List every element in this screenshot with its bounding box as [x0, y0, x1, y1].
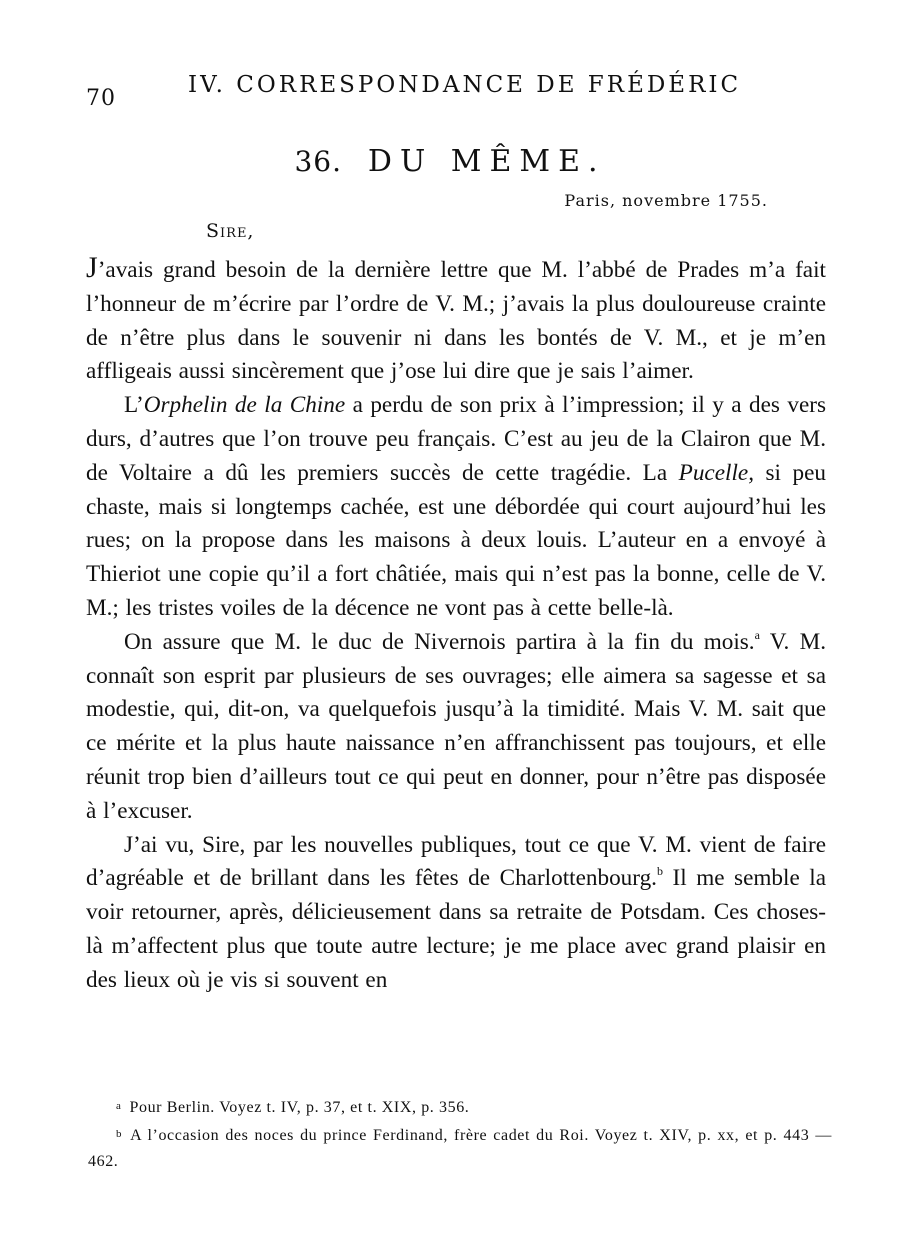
page-number: 70 [86, 86, 116, 111]
paragraph-text: J’ai vu, Sire, par les nouvelles publiques, tout ce que V. M. vient de faire d’agréable et de brillant dans les fêtes de Charlottenbourg. [86, 831, 826, 892]
letter-body [86, 251, 827, 998]
paragraph-text: ’avais grand besoin de la dernière lettre que M. l’abbé de Prades m’a fait l’honneur de m’écrire par l’ordre de V. M.; j’avais la plus douloureuse crainte de n’être plus dans le souvenir ni dans les bontés de V. M., et je m’en affligeais aussi sincèrement que j’ose lui dire que je sais l’aimer. [86, 257, 826, 385]
running-head: IV. CORRESPONDANCE DE FRÉDÉRIC [188, 72, 742, 98]
paragraph-text: V. M. connaît son esprit par plusieurs de ses ouvrages; elle aimera sa sagesse et sa modestie, qui, dit-on, va quelquefois jusqu’à la timidité. Mais V. M. sait que ce mérite et la plus haute naissance n’en affranchissent pas toujours, et elle réunit trop bien d’ailleurs tout ce qui peut en donner, pour n’être pas disposée à l’excuser. [86, 628, 827, 824]
paragraph-text: a perdu de son prix à l’impression; il y a des vers durs, d’autres que l’on trouve peu français. C’est au jeu de la Clairon que M. de Voltaire a dû les premiers succès de cette tragédie. La [86, 392, 826, 486]
footnote-mark: b [116, 1128, 123, 1140]
work-title: Pucelle, [678, 459, 754, 486]
letter-heading: DU MÊME. [367, 144, 606, 179]
footnotes [88, 1093, 832, 1175]
dateline: Paris, novembre 1755. [564, 191, 768, 210]
footnote-ref: b [656, 864, 663, 879]
paragraph [86, 389, 826, 626]
paragraph-text: Il me semble la voir retourner, après, délicieusement dans sa retraite de Potsdam. Ces choses-là m’affectent plus que toute autre lecture; je me place avec grand plaisir en des lieux où je vis si souvent en [86, 865, 827, 993]
paragraph [86, 626, 826, 829]
drop-cap: J [86, 251, 98, 284]
letter-title [0, 144, 900, 179]
footnote-ref: a [754, 627, 760, 642]
paragraph-text: si peu chaste, mais si longtemps cachée, est une débordée qui court aujourd’hui les rues; on la propose dans les maisons à deux louis. L’auteur en a envoyé à Thieriot une copie qu’il a fort châtiée, mais qui n’est pas la bonne, celle de V. M.; les tristes voiles de la décence ne vont pas à cette belle-là. [86, 459, 826, 621]
salutation: Sire, [206, 220, 255, 242]
paragraph-text: On assure que M. le duc de Nivernois partira à la fin du mois. [124, 628, 755, 655]
footnote-text: Pour Berlin. Voyez t. IV, p. 37, et t. XIX, p. 356. [129, 1099, 470, 1116]
footnote-mark: a [116, 1100, 122, 1112]
footnote [88, 1121, 832, 1175]
footnote [88, 1093, 832, 1121]
paragraph [86, 829, 826, 998]
paragraph [86, 251, 826, 389]
work-title: Orphelin de la Chine [143, 392, 346, 419]
paragraph-text: L’ [124, 392, 144, 419]
letter-number: 36. [294, 145, 342, 178]
footnote-text: A l’occasion des noces du prince Ferdinand, frère cadet du Roi. Voyez t. XIV, p. xx, et p. 443 — 462. [88, 1127, 832, 1170]
